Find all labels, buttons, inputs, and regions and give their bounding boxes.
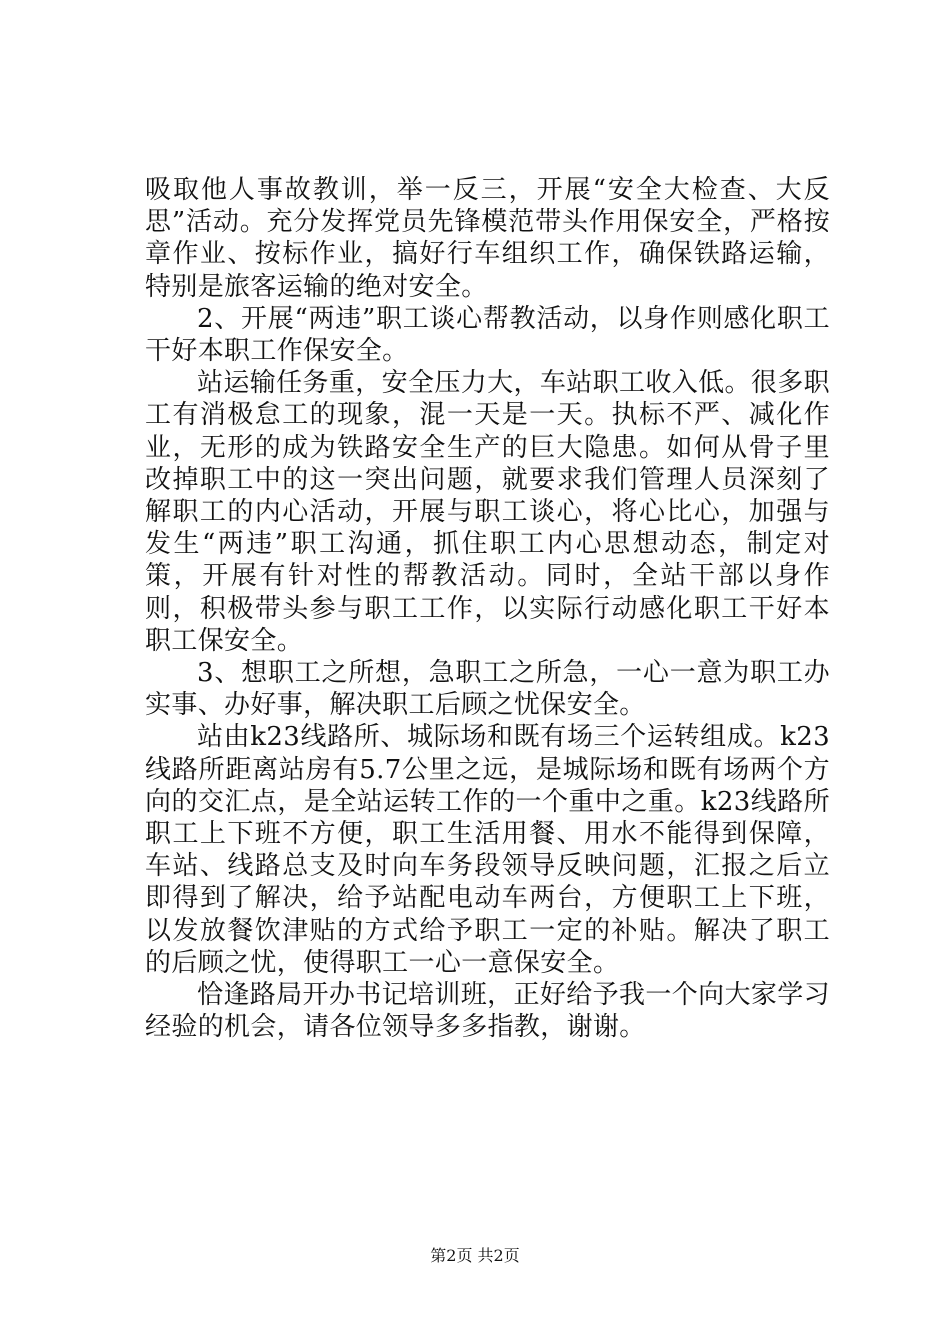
page-footer: 第2页 共2页 xyxy=(430,1246,520,1265)
paragraph-1: 吸取他人事故教训，举一反三，开展“安全大检查、大反思”活动。充分发挥党员先锋模范带头作用保安全，严格按章作业、按标作业，搞好行车组织工作，确保铁路运输，特别是旅客运输的绝对安全。 xyxy=(145,175,830,302)
paragraph-2: 2、开展“两违”职工谈心帮教活动，以身作则感化职工干好本职工作保安全。 xyxy=(145,303,830,367)
paragraph-4: 3、想职工之所想，急职工之所急，一心一意为职工办实事、办好事，解决职工后顾之忧保安全。 xyxy=(145,658,830,721)
paragraph-3: 站运输任务重，安全压力大，车站职工收入低。很多职工有消极怠工的现象，混一天是一天。执标不严、减化作业，无形的成为铁路安全生产的巨大隐患。如何从骨子里改掉职工中的这一突出问题，就要求我们管理人员深刻了解职工的内心活动，开展与职工谈心，将心比心，加强与发生“两违”职工沟通，抓住职工内心思想动态，制定对策，开展有针对性的帮教活动。同时，全站干部以身作则，积极带头参与职工工作，以实际行动感化职工干好本职工保安全。 xyxy=(145,368,830,656)
document-body xyxy=(145,174,830,1043)
paragraph-6: 恰逢路局开办书记培训班，正好给予我一个向大家学习经验的机会，请各位领导多多指教，谢谢。 xyxy=(145,980,830,1043)
paragraph-5: 站由k23线路所、城际场和既有场三个运转组成。k23线路所距离站房有5.7公里之远，是城际场和既有场两个方向的交汇点，是全站运转工作的一个重中之重。k23线路所职工上下班不方便，职工生活用餐、用水不能得到保障，车站、线路总支及时向车务段领导反映问题，汇报之后立即得到了解决，给予站配电动车两台，方便职工上下班，以发放餐饮津贴的方式给予职工一定的补贴。解决了职工的后顾之忧，使得职工一心一意保安全。 xyxy=(145,722,830,978)
